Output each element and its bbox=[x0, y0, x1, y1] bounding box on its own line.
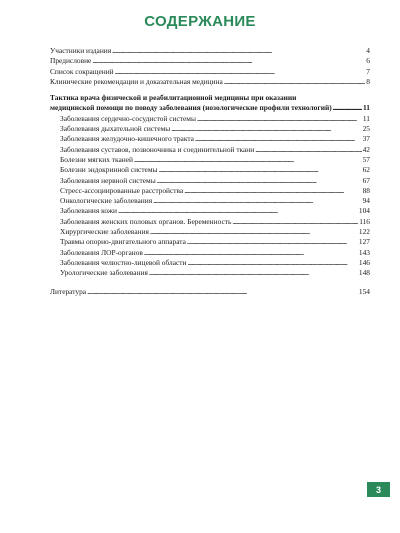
dot-leader bbox=[333, 103, 362, 113]
toc-entry-page: 6 bbox=[366, 56, 370, 66]
toc-entry-label: Травмы опорно-двигательного аппарата bbox=[60, 237, 186, 247]
toc-entry-label: Болезни эндокринной системы bbox=[60, 165, 158, 175]
dot-leader bbox=[134, 155, 362, 165]
toc-entry-page: 62 bbox=[362, 165, 370, 175]
toc-subentry bbox=[50, 124, 370, 134]
dot-leader bbox=[153, 196, 361, 206]
dot-leader bbox=[87, 287, 358, 297]
toc-entry-page: 7 bbox=[366, 66, 370, 76]
dot-leader bbox=[195, 134, 362, 144]
dot-leader bbox=[150, 227, 358, 237]
toc-entry-label: Урологические заболевания bbox=[60, 268, 148, 278]
toc-entry-label: Предисловие bbox=[50, 56, 92, 66]
toc-entry-label: Заболевания сердечно-сосудистой системы bbox=[60, 113, 196, 123]
toc-entry-label: Участники издания bbox=[50, 46, 112, 55]
dot-leader bbox=[224, 77, 365, 87]
dot-leader bbox=[232, 217, 358, 227]
toc-subsection-list bbox=[50, 114, 370, 279]
toc-entry-page: 146 bbox=[358, 257, 370, 267]
toc-entry-label: Заболевания дыхательной системы bbox=[60, 124, 171, 134]
toc-entry-label: Заболевания кожи bbox=[60, 206, 117, 216]
toc-entry-page: 11 bbox=[362, 113, 370, 123]
toc-entry-page: 37 bbox=[362, 134, 370, 144]
toc-subentry bbox=[50, 227, 370, 237]
toc-entry-literature bbox=[50, 287, 370, 297]
toc-subentry bbox=[50, 248, 370, 258]
toc-subentry bbox=[50, 165, 370, 175]
dot-leader bbox=[149, 268, 358, 278]
toc-entry-label: Заболевания женских половых органов. Беременность bbox=[60, 216, 232, 226]
toc-subentry bbox=[50, 155, 370, 165]
toc-section-heading bbox=[50, 93, 370, 114]
dot-leader bbox=[158, 165, 361, 175]
toc-entry-page: 25 bbox=[362, 124, 370, 134]
toc-entry-page: 116 bbox=[359, 216, 370, 226]
toc-subentry bbox=[50, 145, 370, 155]
toc-entry bbox=[50, 56, 370, 66]
toc-entry-page: 94 bbox=[362, 196, 370, 206]
dot-leader bbox=[188, 258, 358, 268]
toc-entry-page: 122 bbox=[358, 227, 370, 237]
dot-leader bbox=[184, 186, 361, 196]
toc-entry bbox=[50, 67, 370, 77]
dot-leader bbox=[187, 237, 358, 247]
toc-entry-page: 8 bbox=[366, 76, 370, 86]
dot-leader bbox=[255, 145, 361, 155]
toc-entry-label: Клинические рекомендации и доказательная медицина bbox=[50, 76, 223, 86]
toc-entry-page: 57 bbox=[362, 154, 370, 164]
dot-leader bbox=[157, 176, 362, 186]
toc-section-line: Тактика врача физической и реабилитационной медицины при оказании bbox=[50, 93, 297, 103]
toc-entry-label: Заболевания суставов, позвоночника и соединительной ткани bbox=[60, 144, 255, 154]
toc-entry-page: 104 bbox=[358, 206, 370, 216]
toc-subentry bbox=[50, 217, 370, 227]
page-number-badge bbox=[367, 482, 390, 497]
toc-entry-page: 148 bbox=[358, 268, 370, 278]
toc-subentry bbox=[50, 186, 370, 196]
toc-entry-page: 42 bbox=[362, 144, 370, 154]
toc-entry-label: Заболевания желудочно-кишечного тракта bbox=[60, 134, 194, 144]
page-title: СОДЕРЖАНИЕ bbox=[144, 13, 256, 30]
dot-leader bbox=[112, 46, 365, 56]
toc-entry-page: 143 bbox=[358, 247, 370, 257]
toc-subentry bbox=[50, 134, 370, 144]
toc-entry-page: 127 bbox=[358, 237, 370, 247]
toc-entry-label: Болезни мягких тканей bbox=[60, 154, 133, 164]
toc-entry bbox=[50, 46, 370, 56]
toc-subentry bbox=[50, 196, 370, 206]
toc-subentry bbox=[50, 176, 370, 186]
toc-section-line: медицинской помощи по поводу заболевания (нозологические профили технологий) bbox=[50, 103, 332, 113]
toc-subentry bbox=[50, 258, 370, 268]
dot-leader bbox=[115, 67, 366, 77]
toc-entry-page: 154 bbox=[358, 286, 370, 296]
toc-entry bbox=[50, 77, 370, 87]
toc-entry-page: 4 bbox=[366, 46, 370, 55]
toc-entry-label: Заболевания ЛОР-органов bbox=[60, 247, 143, 257]
dot-leader bbox=[171, 124, 361, 134]
toc-entry-label: Онкологические заболевания bbox=[60, 196, 153, 206]
table-of-contents bbox=[50, 46, 370, 297]
toc-section-page: 11 bbox=[363, 103, 370, 113]
toc-entry-label: Стресс-ассоциированные расстройства bbox=[60, 185, 184, 195]
toc-entry-label: Заболевания нервной системы bbox=[60, 175, 156, 185]
toc-section-row bbox=[50, 103, 370, 113]
toc-entry-label: Хирургические заболевания bbox=[60, 227, 149, 237]
toc-subentry bbox=[50, 237, 370, 247]
dot-leader bbox=[144, 248, 358, 258]
toc-subentry bbox=[50, 206, 370, 216]
toc-entry-page: 88 bbox=[362, 185, 370, 195]
dot-leader bbox=[197, 114, 362, 124]
toc-entry-label: Список сокращений bbox=[50, 66, 114, 76]
dot-leader bbox=[118, 206, 358, 216]
toc-subentry bbox=[50, 268, 370, 278]
toc-entry-label: Заболевания челюстно-лицевой области bbox=[60, 257, 187, 267]
toc-entry-page: 67 bbox=[362, 175, 370, 185]
toc-subentry bbox=[50, 114, 370, 124]
dot-leader bbox=[92, 56, 365, 66]
page-number: 3 bbox=[375, 484, 381, 495]
toc-entry-label: Литература bbox=[50, 286, 87, 296]
